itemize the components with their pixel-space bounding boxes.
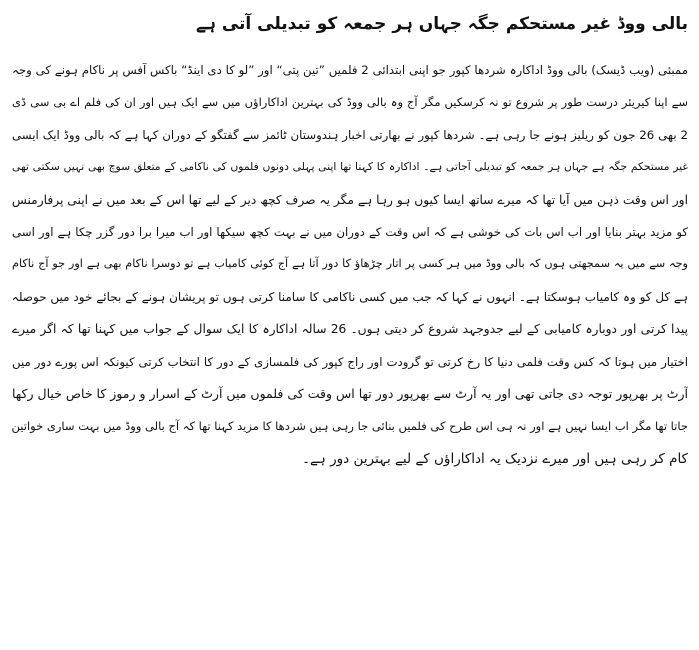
body-line: ممبئی (ویب ڈیسک) بالی ووڈ اداکارہ شردھا کپور جو اپنی ابتدائی 2 فلمیں ”تین پتی“ اور ”لو کا دی اینڈ“ باکس آفس پر ناکام ہونے کی وجہ xyxy=(12,63,688,77)
body-line: 2 بھی 26 جون کو ریلیز ہونے جا رہی ہے۔ شردھا کپور نے بھارتی اخبار ہندوستان ٹائمز سے گفتگو کے دوران کہا ہے کہ بالی ووڈ ایک ایسی xyxy=(12,127,688,142)
body-line: غیر مستحکم جگہ ہے جہاں ہر جمعہ کو تبدیلی آجاتی ہے۔ اداکارہ کا کہنا تھا اپنی پہلی دونوں فلموں کی ناکامی کے متعلق سوچ بھی نہیں سکتی تھی xyxy=(12,160,688,174)
body-line: کو مزید بہتر بنایا اور اب اس بات کی خوشی ہے کہ اس وقت کے دوران میں نے بہت کچھ سیکھا اور اب میرا برا دور گزر چکا ہے اور اسی xyxy=(12,224,688,239)
article-body xyxy=(12,54,688,475)
body-line: اختیار میں ہوتا کہ کس وقت فلمی دنیا کا رخ کرتی تو گرودت اور راج کپور کی فلمسازی کے دور کا انتخاب کرتی کیونکہ اس پورے دور میں xyxy=(12,354,688,369)
body-line: وجہ سے میں یہ سمجھتی ہوں کہ بالی ووڈ میں ہر کسی پر اتار چڑھاؤ کا دور آتا ہے آج کوئی کامیاب ہے تو دوسرا ناکام بھی ہے اور جو آج ناکام xyxy=(12,257,688,271)
news-article xyxy=(12,0,688,650)
body-line: سے اپنا کیریئر درست طور پر شروع تو نہ کرسکیں مگر آج وہ بالی ووڈ کی بہترین اداکاراؤں میں سے ایک ہیں اور ان کی فلم اے بی سی ڈی xyxy=(12,95,688,110)
body-line: پیدا کرتی اور دوبارہ کامیابی کے لیے جدوجہد شروع کر دیتی ہوں۔ 26 سالہ اداکارہ کا ایک سوال کے جواب میں کہنا تھا کہ اگر میرے xyxy=(12,322,688,337)
body-line: کام کر رہی ہیں اور میرے نزدیک یہ اداکاراؤں کے لیے بہترین دور ہے۔ xyxy=(302,450,688,467)
body-line: آرٹ پر بھرپور توجہ دی جاتی تھی اور یہ آرٹ سے بھرپور دور تھا اس وقت کی فلموں میں آرٹ کے اسرار و رموز کا خاص خیال رکھا xyxy=(12,385,688,401)
body-line: اور اس وقت ذہن میں آیا تھا کہ میرے ساتھ ایسا کیوں ہو رہا ہے مگر یہ صرف کچھ دیر کے لیے تھا اس کے بعد میں نے اپنی پرفارمنس xyxy=(12,192,688,207)
body-line: ہے کل کو وہ کامیاب ہوسکتا ہے۔ انہوں نے کہا کہ جب میں کسی ناکامی کا سامنا کرتی ہوں تو پریشان ہونے کے بجائے خود میں حوصلہ xyxy=(12,289,688,304)
article-headline: بالی ووڈ غیر مستحکم جگہ جہاں ہر جمعہ کو تبدیلی آتی ہے xyxy=(195,14,688,34)
body-line: جاتا تھا مگر اب ایسا نہیں ہے اور نہ ہی اس طرح کی فلمیں بنائی جا رہی ہیں شردھا کا مزید کہنا تھا کہ آج بالی ووڈ میں بہت ساری خواتین xyxy=(12,419,688,434)
